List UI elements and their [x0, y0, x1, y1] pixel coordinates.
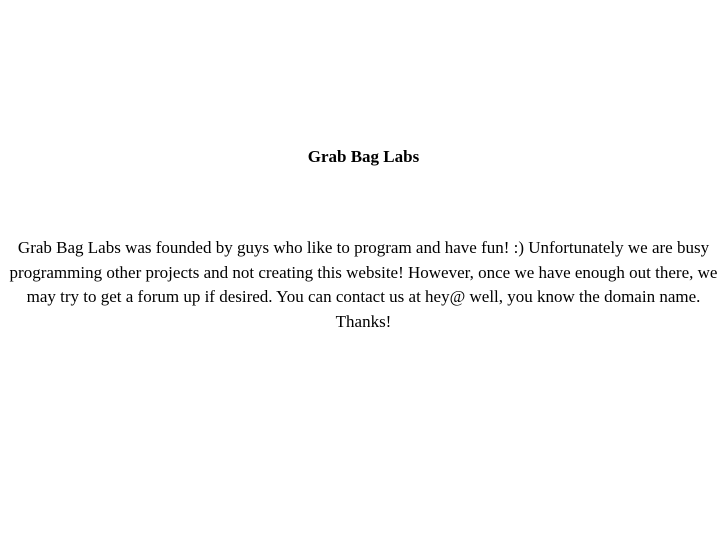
page-title: Grab Bag Labs [307, 147, 420, 166]
about-paragraph: Grab Bag Labs was founded by guys who like to program and have fun! :) Unfortunately we are busy programming other projects and not creating this website! However, once we have enough out there, we may try to get a forum up if desired. You can contact us at hey@ well, you know the domain name. Thanks! [9, 238, 718, 331]
